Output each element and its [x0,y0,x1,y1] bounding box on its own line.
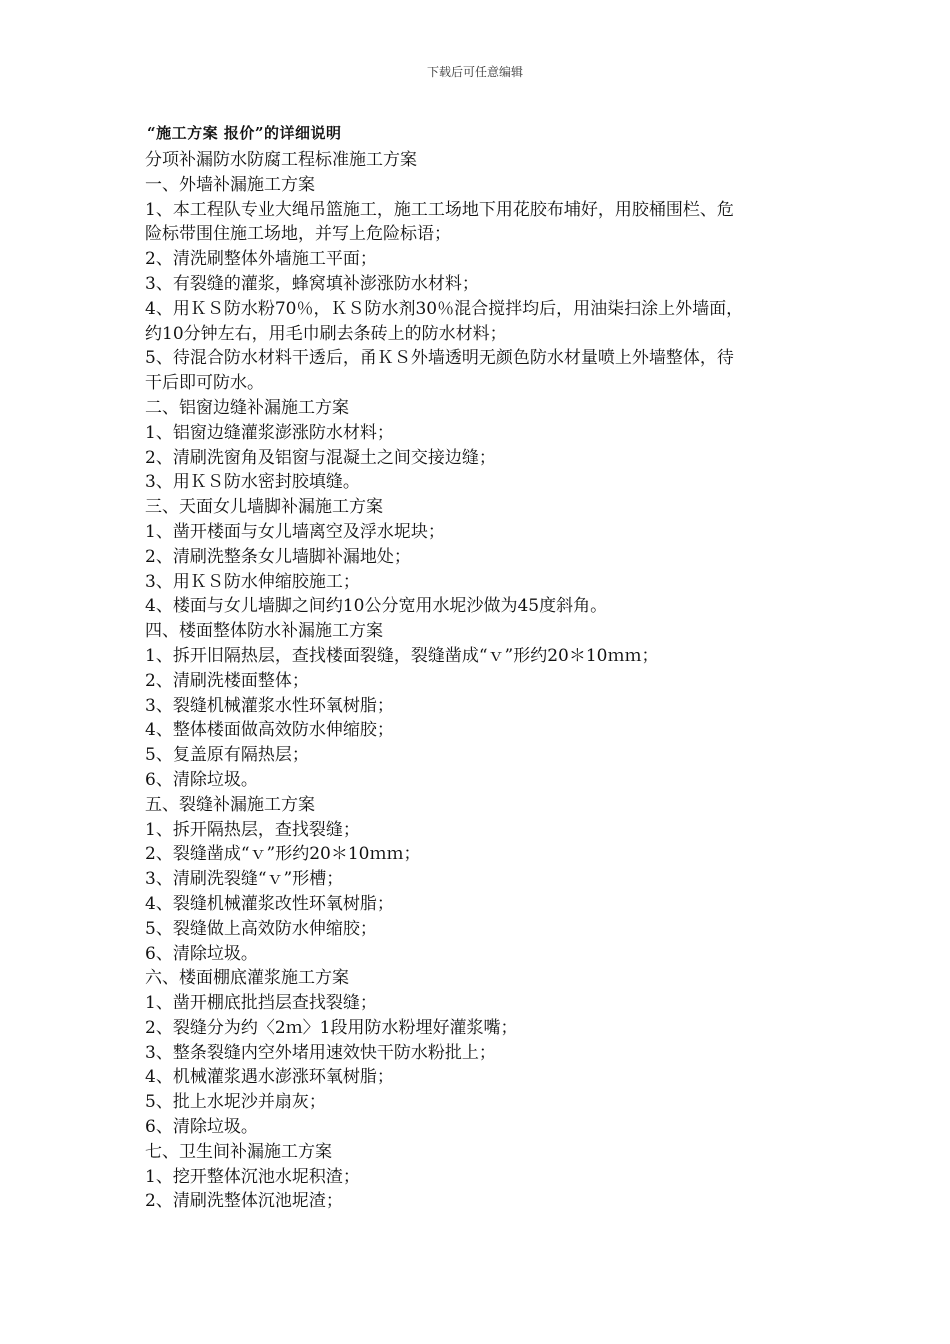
text-line: 2、清刷洗整条女儿墙脚补漏地处； [145,546,411,567]
text-line: 5、批上水坭沙并扇灰； [145,1092,326,1113]
text-line: 4、裂缝机械灌浆改性环氧树脂； [145,893,394,914]
text-line: 2、清刷洗楼面整体； [145,670,309,691]
text-line: 约10分钟左右，用毛巾刷去条砖上的防水材料； [145,323,507,344]
text-line: 2、裂缝凿成“ｖ”形约20＊10ｍｍ； [145,844,421,865]
text-line: 1、拆开旧隔热层，查找楼面裂缝，裂缝凿成“ｖ”形约20＊10ｍｍ； [145,645,659,666]
text-line: 4、整体楼面做高效防水伸缩胶； [145,720,394,741]
text-line: 三、天面女儿墙脚补漏施工方案 [145,497,383,518]
text-line: 2、清洗刷整体外墙施工平面； [145,249,377,270]
page-header-note: 下载后可任意编辑 [426,65,523,79]
text-line: 五、裂缝补漏施工方案 [145,794,315,815]
text-line: 3、整条裂缝内空外堵用速效快干防水粉批上； [145,1042,496,1063]
text-line: 1、铝窗边缝灌浆澎涨防水材料； [145,422,394,443]
text-line: 3、清刷洗裂缝“ｖ”形槽； [145,869,344,890]
text-line: 六、楼面棚底灌浆施工方案 [145,968,349,989]
text-line: 干后即可防水。 [145,373,264,394]
text-line: 5、裂缝做上高效防水伸缩胶； [145,918,377,939]
text-line: 6、清除垃圾。 [145,943,258,964]
text-line: 4、机械灌浆遇水澎涨环氧树脂； [145,1067,394,1088]
text-line: 6、清除垃圾。 [145,1117,258,1138]
text-line: 3、裂缝机械灌浆水性环氧树脂； [145,695,394,716]
document-body [145,148,810,1214]
text-line: 5、待混合防水材料干透后，甬ＫＳ外墙透明无颜色防水材量喷上外墙整体，待 [145,348,734,369]
text-line: 二、铝窗边缝补漏施工方案 [145,397,349,418]
text-line: 4、用ＫＳ防水粉70％，ＫＳ防水剂30％混合搅拌均后，用油柒扫涂上外墙面， [145,298,744,319]
text-line: 一、外墙补漏施工方案 [145,174,315,195]
text-line: 3、有裂缝的灌浆，蜂窝填补澎涨防水材料； [145,273,479,294]
text-line: 1、本工程队专业大绳吊篮施工，施工工场地下用花胶布埔好，用胶桶围栏、危 [145,199,734,220]
text-line: 3、用ＫＳ防水伸缩胶施工； [145,571,360,592]
text-line: 2、清刷洗整体沉池坭渣； [145,1191,343,1212]
text-line: 1、挖开整体沉池水坭积渣； [145,1166,360,1187]
text-line: 1、凿开棚底批挡层查找裂缝； [145,993,377,1014]
text-line: 四、楼面整体防水补漏施工方案 [145,621,383,642]
text-line: 险标带围住施工场地，并写上危险标语； [145,224,451,245]
text-line: 6、清除垃圾。 [145,769,258,790]
text-line: 1、拆开隔热层，查找裂缝； [145,819,360,840]
text-line: 分项补漏防水防腐工程标准施工方案 [145,150,417,170]
text-line: 2、裂缝分为约〈2ｍ〉1段用防水粉埋好灌浆嘴； [145,1017,518,1038]
text-line: 3、用ＫＳ防水密封胶填缝。 [145,472,360,493]
text-line: 2、清刷洗窗角及铝窗与混凝土之间交接边缝； [145,447,496,468]
document-heading: “施工方案 报价”的详细说明 [147,124,342,142]
text-line: 七、卫生间补漏施工方案 [145,1141,332,1162]
text-line: 1、凿开楼面与女儿墙离空及浮水坭块； [145,521,445,542]
text-line: 5、复盖原有隔热层； [145,745,309,766]
text-line: 4、楼面与女儿墙脚之间约10公分宽用水坭沙做为45度斜角。 [145,596,608,617]
